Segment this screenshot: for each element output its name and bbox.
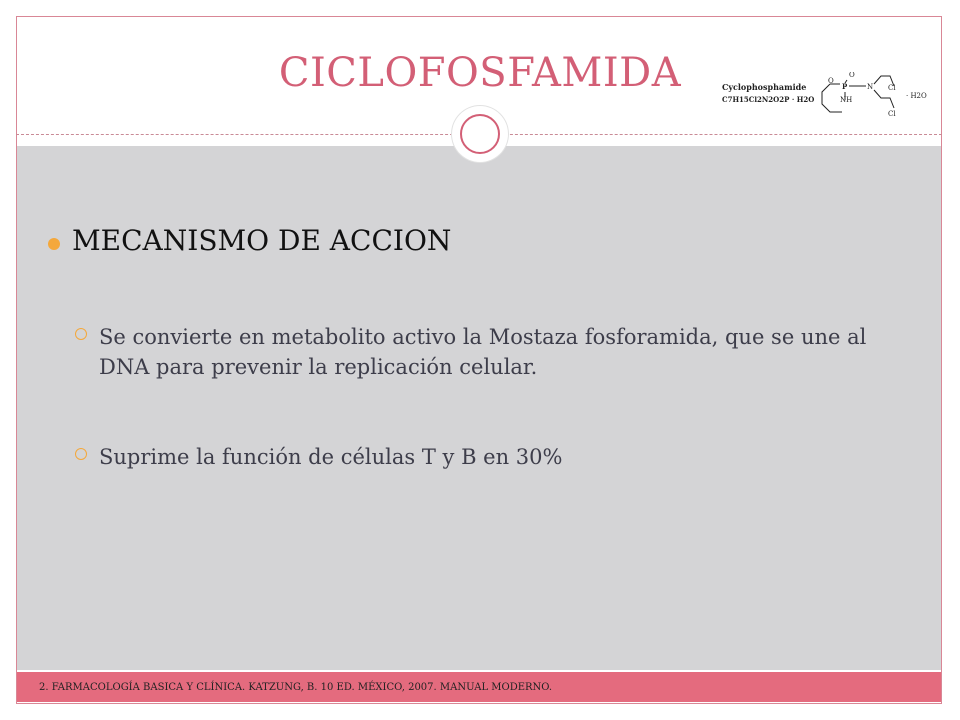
atom-o2: O <box>849 72 855 79</box>
atom-n: N <box>867 83 874 91</box>
bullet-circle-icon <box>75 328 87 340</box>
atom-nh: NH <box>840 96 853 104</box>
section-heading: MECANISMO DE ACCION <box>72 224 452 257</box>
structure-formula: C7H15Cl2N2O2P · H2O <box>722 95 815 104</box>
ring-ornament <box>452 106 508 162</box>
hydrate-label: · H2O <box>906 92 927 100</box>
bullet-dot-icon <box>48 238 60 250</box>
atom-cl2: Cl <box>888 110 896 118</box>
list-item <box>75 442 915 472</box>
footer-citation: 2. FARMACOLOGÍA BASICA Y CLÍNICA. KATZUNG, B. 10 ED. MÉXICO, 2007. MANUAL MODERNO. <box>39 682 553 693</box>
bullet-circle-icon <box>75 448 87 460</box>
atom-p: P <box>842 82 848 91</box>
footer-bar <box>17 672 941 702</box>
structure-name: Cyclophosphamide <box>722 82 807 92</box>
cyclophosphamide-structure-image <box>718 72 933 122</box>
slide-title: CICLOFOSFAMIDA <box>278 50 682 96</box>
bullet-text: Suprime la función de células T y B en 30% <box>99 445 563 469</box>
list-item <box>75 322 915 382</box>
atom-o1: O <box>828 77 834 85</box>
bullet-text: Se convierte en metabolito activo la Mostaza fosforamida, que se une al DNA para prevenir la replicación celular. <box>99 325 867 379</box>
atom-cl1: Cl <box>888 84 896 92</box>
